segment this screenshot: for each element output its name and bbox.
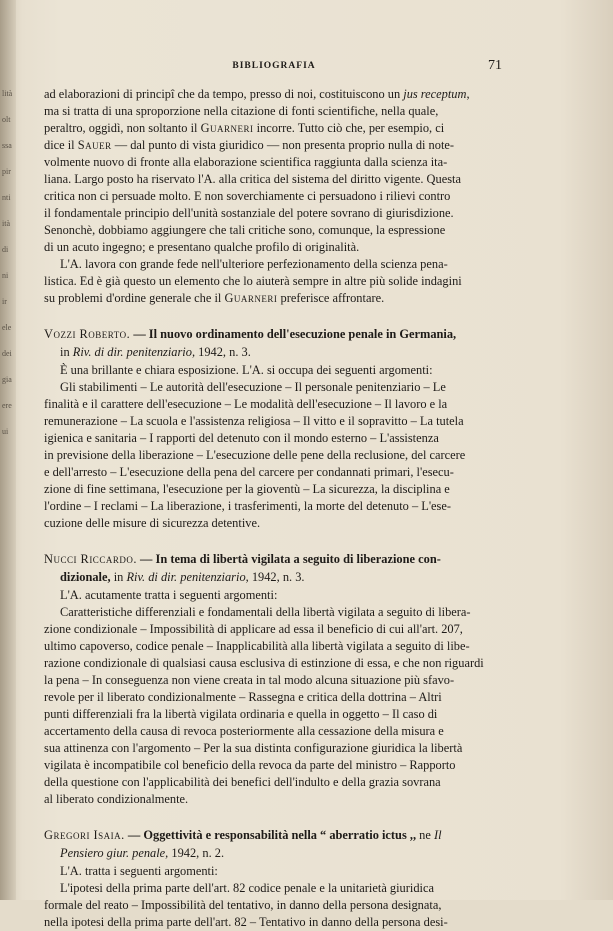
text-line: zione condizionale – Impossibilità di applicare ad essa il beneficio di cui all'art. 207, bbox=[44, 622, 463, 636]
text-line: volmente nuovo di fronte alla elaborazione scientifica raggiunta dalla scienza ita- bbox=[44, 155, 448, 169]
entry-title: — Oggettività e responsabilità nella “ aberratio ictus ,, bbox=[127, 828, 417, 842]
gutter-fragment: olt bbox=[2, 115, 11, 124]
text-line: l'ordine – I reclami – La liberazione, i trasferimenti, la morte del detenuto – L'ese- bbox=[44, 499, 451, 513]
gutter-fragment: nti bbox=[2, 193, 11, 202]
text-line: sua attinenza con l'argomento – Per la sua distinta configurazione giuridica la libertà bbox=[44, 741, 463, 755]
text-line: L'A. acutamente tratta i seguenti argomenti: bbox=[60, 588, 278, 602]
text-line: ultimo capoverso, codice penale – Inapplicabilità alla libertà vigilata a seguito di libe- bbox=[44, 639, 470, 653]
entry-heading bbox=[44, 827, 504, 863]
text-line: listica. Ed è già questo un elemento che lo aiuterà sempre in altre più solide indagini bbox=[44, 274, 462, 288]
entry-heading bbox=[44, 551, 504, 587]
text-line: la pena – In conseguenza non viene creata in tal modo alcuna situazione più sfavo- bbox=[44, 673, 455, 687]
text-line: peraltro, oggidì, non soltanto il Guarneri incorre. Tutto ciò che, per esempio, ci bbox=[44, 121, 445, 135]
text-line: il fondamentale principio dell'unità sostanziale del potere sovrano di giurisdizione. bbox=[44, 206, 454, 220]
text-line: Caratteristiche differenziali e fondamentali della libertà vigilata a seguito di libera- bbox=[60, 605, 471, 619]
running-head: BIBLIOGRAFIA bbox=[232, 61, 316, 71]
text-line: della questione con l'applicabilità dei benefici dell'indulto e della grazia sovrana bbox=[44, 775, 441, 789]
gutter-fragment: gia bbox=[2, 375, 12, 384]
gutter-fragment: ere bbox=[2, 401, 12, 410]
text-line: finalità e il carattere dell'esecuzione – Le modalità dell'esecuzione – Il lavoro e la bbox=[44, 397, 448, 411]
text-line: cuzione delle misure di sicurezza detentive. bbox=[44, 516, 261, 530]
text-line: al liberato condizionalmente. bbox=[44, 792, 189, 806]
text-line: vigilata è incompatibile col beneficio della revoca da parte del ministro – Rapporto bbox=[44, 758, 456, 772]
entry-author: Gregori Isaia. bbox=[44, 828, 125, 842]
gutter-fragment: ele bbox=[2, 323, 12, 332]
page-header bbox=[44, 58, 504, 78]
text-line: È una brillante e chiara esposizione. L'A. si occupa dei seguenti argomenti: bbox=[60, 363, 433, 377]
bibliography-entry-vozzi bbox=[44, 326, 504, 532]
journal-issue: 1942, n. 2. bbox=[168, 846, 225, 860]
entry-author: Nucci Riccardo. bbox=[44, 552, 137, 566]
text-line: e dell'arresto – L'esecuzione della pena del carcere per condannati primari, l'esecu- bbox=[44, 465, 454, 479]
text-line: zione di fine settimana, l'esecuzione per la gioventù – La sicurezza, la disciplina e bbox=[44, 482, 450, 496]
text-line: critica non ci persuade molto. E non soverchiamente ci persuadono i rilievi contro bbox=[44, 189, 451, 203]
text-line: ma si tratta di una sproporzione nella citazione di fonti scientifiche, nella quale, bbox=[44, 104, 439, 118]
text-line: ad elaborazioni di principî che da tempo, presso di noi, costituiscono un jus receptum, bbox=[44, 87, 470, 101]
text-line: razione condizionale di qualsiasi causa esclusiva di estinzione di essa, e che non riguardi bbox=[44, 656, 484, 670]
text-line: remunerazione – La scuola e l'assistenza religiosa – Il vitto e il sopravitto – La tutela bbox=[44, 414, 464, 428]
journal-name: Riv. di dir. penitenziario, bbox=[126, 570, 249, 584]
entry-title: — In tema di libertà vigilata a seguito di liberazione con- bbox=[140, 552, 441, 566]
text-line: liana. Largo posto ha riservato l'A. alla critica del sistema del diritto vigente. Questa bbox=[44, 172, 461, 186]
text-line: dice il Sauer — dal punto di vista giuridico — non presenta proprio nulla di note- bbox=[44, 138, 455, 152]
gutter-fragment: ir bbox=[2, 297, 7, 306]
entry-heading bbox=[44, 326, 504, 362]
gutter-bleed-text bbox=[2, 88, 16, 452]
text-line: accertamento della causa di revoca posteriormente alla cessazione della misura e bbox=[44, 724, 444, 738]
bibliography-entry-gregori bbox=[44, 827, 504, 931]
journal-name: Riv. di dir. penitenziario, bbox=[72, 345, 196, 359]
text-line: revole per il liberato condizionalmente – Rassegna e critica della dottrina – Altri bbox=[44, 690, 442, 704]
journal-prefix: in bbox=[60, 345, 73, 359]
text-line: formale del reato – Impossibilità del tentativo, in danno della persona designata, bbox=[44, 898, 442, 912]
text-line: Gli stabilimenti – Le autorità dell'esecuzione – Il personale penitenziario – Le bbox=[60, 380, 446, 394]
journal-issue: 1942, n. 3. bbox=[248, 570, 305, 584]
gutter-fragment: pir bbox=[2, 167, 11, 176]
gutter-fragment: ssa bbox=[2, 141, 12, 150]
text-line: Senonchè, dobbiamo aggiungere che tali critiche sono, comunque, la espressione bbox=[44, 223, 446, 237]
intro-paragraph bbox=[44, 86, 504, 307]
text-line: igienica e sanitaria – I rapporti del detenuto con il mondo esterno – L'assistenza bbox=[44, 431, 439, 445]
gutter-fragment: lità bbox=[2, 89, 13, 98]
page-body bbox=[44, 86, 504, 931]
text-line: nella ipotesi della prima parte dell'art. 82 – Tentativo in danno della persona desi- bbox=[44, 915, 448, 929]
text-line: L'A. lavora con grande fede nell'ulteriore perfezionamento della scienza pena- bbox=[60, 257, 448, 271]
gutter-fragment: di bbox=[2, 245, 9, 254]
text-line: su problemi d'ordine generale che il Guarneri preferisce affrontare. bbox=[44, 291, 385, 305]
journal-prefix: in bbox=[110, 570, 127, 584]
entry-author: Vozzi Roberto. bbox=[44, 327, 131, 341]
text-line: punti differenziali fra la libertà vigilata ordinaria e quella in oggetto – Il caso di bbox=[44, 707, 438, 721]
bibliography-entry-nucci bbox=[44, 551, 504, 808]
page-number: 71 bbox=[488, 58, 502, 73]
gutter-fragment: ità bbox=[2, 219, 10, 228]
journal-prefix: ne bbox=[416, 828, 434, 842]
journal-issue: 1942, n. 3. bbox=[195, 345, 251, 359]
entry-title-continued: dizionale, bbox=[60, 570, 111, 584]
text-line: di un acuto ingegno; e presentano qualche profilo di originalità. bbox=[44, 240, 360, 254]
journal-name: Pensiero giur. penale, bbox=[60, 846, 169, 860]
gutter-fragment: ni bbox=[2, 271, 9, 280]
text-line: L'ipotesi della prima parte dell'art. 82 codice penale e la unitarietà giuridica bbox=[60, 881, 434, 895]
gutter-fragment: dei bbox=[2, 349, 12, 358]
entry-title: — Il nuovo ordinamento dell'esecuzione penale in Germania, bbox=[133, 327, 457, 341]
text-line: L'A. tratta i seguenti argomenti: bbox=[60, 864, 218, 878]
journal-name-start: Il bbox=[433, 828, 442, 842]
text-line: in previsione della liberazione – L'esecuzione delle pene della reclusione, del carcere bbox=[44, 448, 466, 462]
gutter-fragment: ui bbox=[2, 427, 9, 436]
